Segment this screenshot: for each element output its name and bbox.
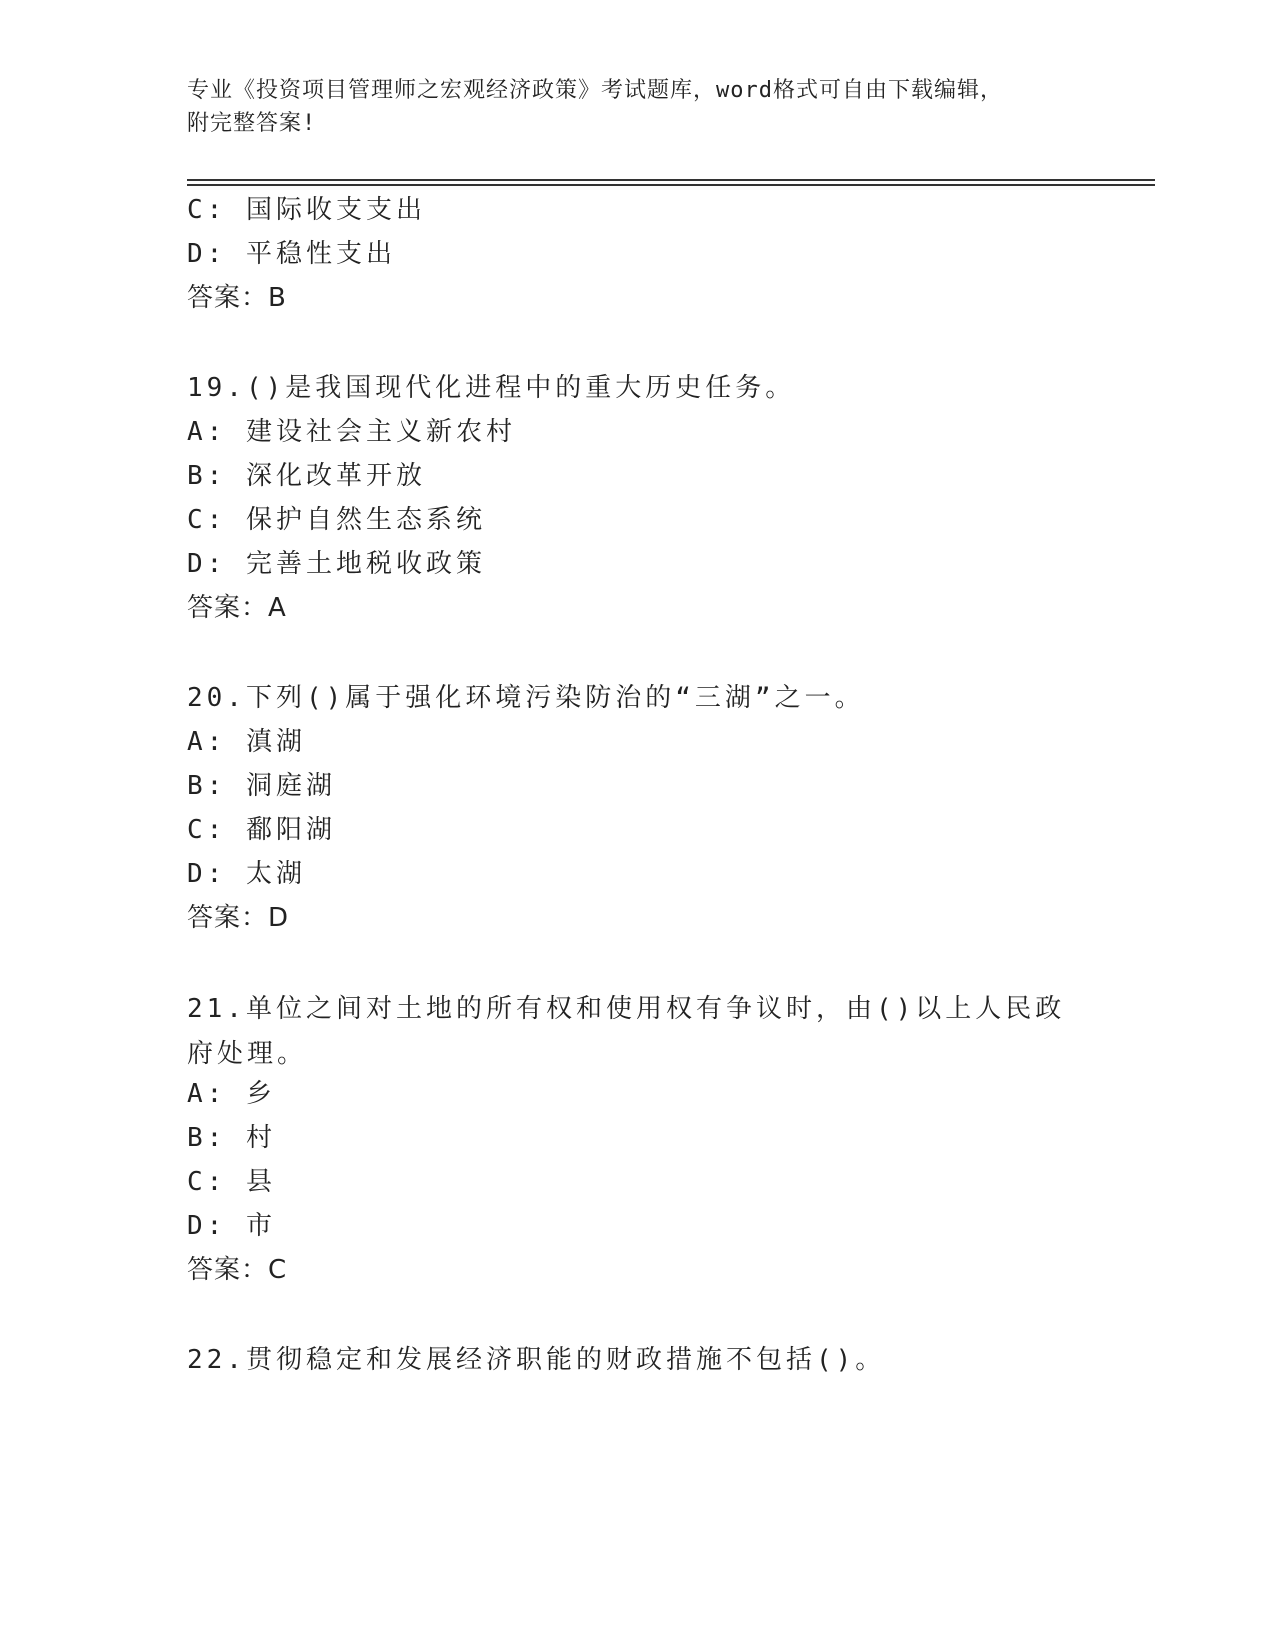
q18-option-d: D: 平稳性支出 — [187, 239, 396, 269]
header-line-1: 专业《投资项目管理师之宏观经济政策》考试题库，word格式可自由下载编辑， — [187, 78, 1003, 103]
q20-option-a: A: 滇湖 — [187, 727, 306, 757]
q20-option-b: B: 洞庭湖 — [187, 771, 336, 801]
q21-option-a: A: 乡 — [187, 1079, 276, 1109]
q20-option-c: C: 鄱阳湖 — [187, 815, 336, 845]
q22-question: 22.贯彻稳定和发展经济职能的财政措施不包括()。 — [187, 1345, 886, 1375]
q19-option-a: A: 建设社会主义新农村 — [187, 417, 516, 447]
q21-option-d: D: 市 — [187, 1211, 276, 1241]
q20-question: 20.下列()属于强化环境污染防治的“三湖”之一。 — [187, 683, 865, 713]
q21-option-c: C: 县 — [187, 1167, 276, 1197]
q20-answer: 答案：D — [187, 903, 290, 933]
q20-option-d: D: 太湖 — [187, 859, 306, 889]
q21-answer: 答案：C — [187, 1255, 288, 1285]
q19-answer: 答案：A — [187, 593, 287, 623]
q21-option-b: B: 村 — [187, 1123, 276, 1153]
header-divider-top — [187, 179, 1155, 181]
q18-option-c: C: 国际收支支出 — [187, 195, 426, 225]
q19-option-b: B: 深化改革开放 — [187, 461, 426, 491]
document-header — [187, 74, 1107, 140]
q19-option-d: D: 完善土地税收政策 — [187, 549, 486, 579]
q19-option-c: C: 保护自然生态系统 — [187, 505, 486, 535]
header-line-2: 附完整答案! — [187, 111, 317, 136]
q19-question: 19.()是我国现代化进程中的重大历史任务。 — [187, 373, 796, 403]
q18-answer: 答案：B — [187, 283, 287, 313]
header-divider-bottom — [187, 184, 1155, 186]
q21-question: 21.单位之间对土地的所有权和使用权有争议时，由()以上人民政府处理。 — [187, 994, 1066, 1069]
